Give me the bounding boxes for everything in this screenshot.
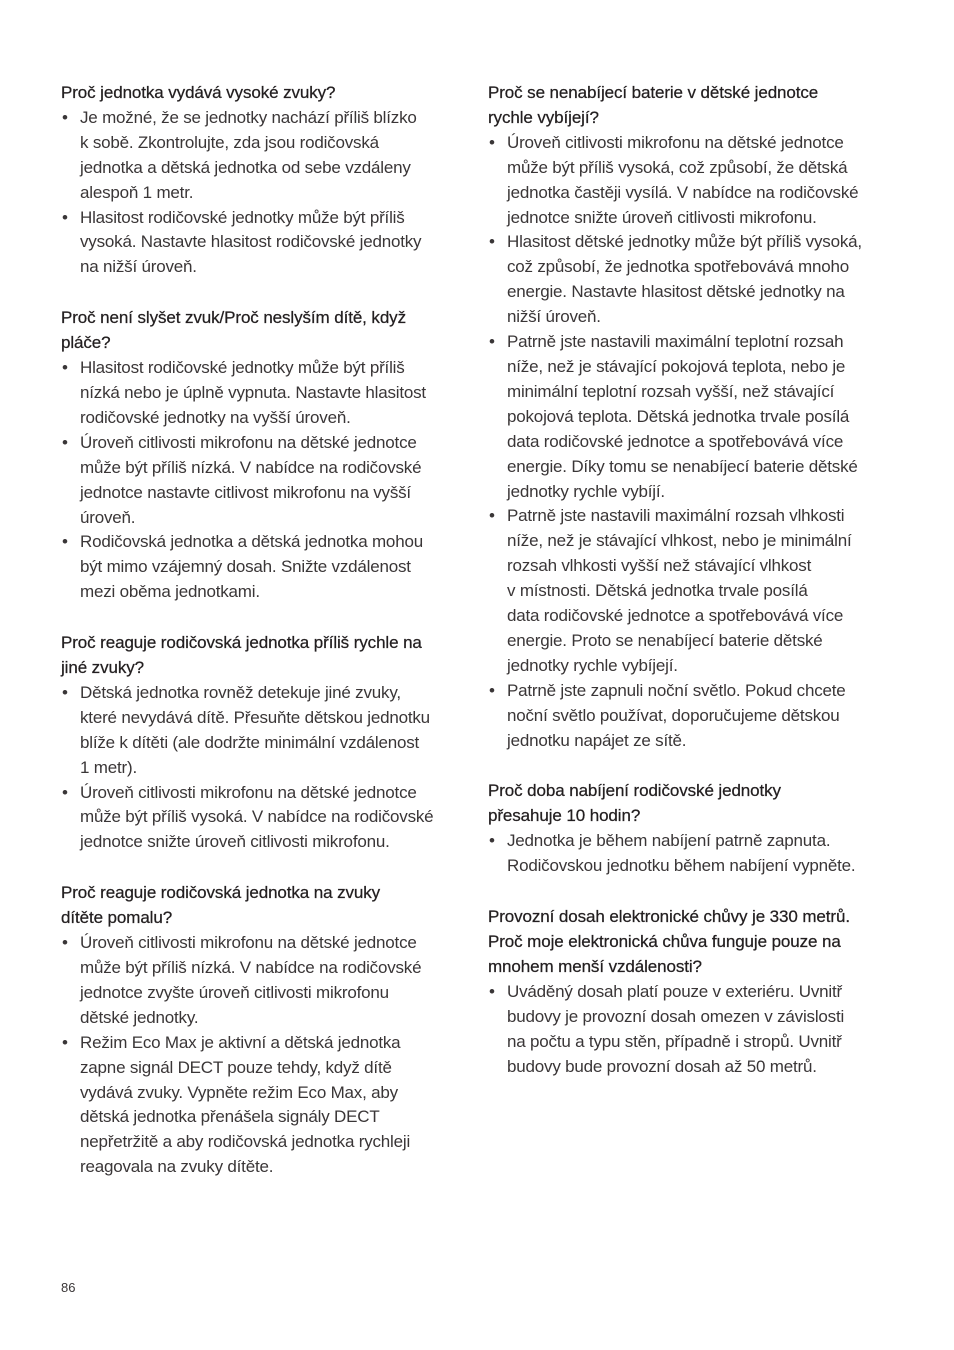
faq-section xyxy=(61,881,471,1180)
bullet-icon: • xyxy=(62,107,68,127)
faq-answer-list xyxy=(488,829,898,879)
faq-answer-list xyxy=(488,980,898,1080)
faq-answer-text: Rodičovská jednotka a dětská jednotka mohou být mimo vzájemný dosah. Snižte vzdálenost mezi oběma jednotkami. xyxy=(80,532,423,602)
bullet-icon: • xyxy=(489,232,495,252)
faq-question: Proč reaguje rodičovská jednotka na zvuky dítěte pomalu? xyxy=(61,883,381,928)
bullet-icon: • xyxy=(62,532,68,552)
faq-answer-item xyxy=(61,1031,471,1180)
faq-answer-text: Hlasitost rodičovské jednotky může být příliš nízká nebo je úplně vypnuta. Nastavte hlasitost rodičovské jednotky na vyšší úroveň. xyxy=(80,358,426,427)
faq-section xyxy=(488,81,898,753)
bullet-icon: • xyxy=(489,831,495,851)
bullet-icon: • xyxy=(62,682,68,702)
faq-answer-item xyxy=(488,330,898,504)
faq-answer-item xyxy=(61,681,471,781)
bullet-icon: • xyxy=(62,782,68,802)
faq-answer-list xyxy=(61,106,471,280)
faq-answer-list xyxy=(61,681,471,855)
faq-question: Proč reaguje rodičovská jednotka příliš rychle na jiné zvuky? xyxy=(61,633,422,678)
faq-section xyxy=(488,905,898,1079)
faq-answer-text: Patrně jste nastavili maximální teplotní rozsah níže, než je stávající pokojová teplota, nebo je minimální teplotní rozsah vyšší, než stávající pokojová teplota. Dětská jednotka trvale posílá data rodičovské jednotce a spotřebovává více energie. Díky tomu se nenabíjecí baterie dětské jednotky rychle vybíjí. xyxy=(507,332,858,501)
bullet-icon: • xyxy=(62,432,68,452)
faq-answer-text: Úroveň citlivosti mikrofonu na dětské jednotce může být příliš nízká. V nabídce na rodičovské jednotce nastavte citlivost mikrofonu na vyšší úroveň. xyxy=(80,432,422,527)
left-column xyxy=(61,81,471,1206)
faq-answer-text: Hlasitost rodičovské jednotky může být příliš vysoká. Nastavte hlasitost rodičovské jednotky na nižší úroveň. xyxy=(80,207,422,277)
faq-section xyxy=(61,306,471,605)
faq-question: Proč není slyšet zvuk/Proč neslyším dítě, když pláče? xyxy=(61,308,406,353)
bullet-icon: • xyxy=(62,933,68,953)
bullet-icon: • xyxy=(489,132,495,152)
bullet-icon: • xyxy=(489,332,495,352)
faq-answer-text: Patrně jste zapnuli noční světlo. Pokud chcete noční světlo používat, doporučujeme dětskou jednotku napájet ze sítě. xyxy=(507,680,846,750)
faq-answer-item xyxy=(61,106,471,206)
bullet-icon: • xyxy=(62,207,68,227)
faq-question: Provozní dosah elektronické chůvy je 330 metrů. Proč moje elektronická chůva funguje pouze na mnohem menší vzdálenosti? xyxy=(488,907,850,976)
bullet-icon: • xyxy=(489,506,495,526)
faq-answer-text: Patrně jste nastavili maximální rozsah vlhkosti níže, než je stávající vlhkost, nebo je minimální rozsah vlhkosti vyšší než stávající vlhkost v místnosti. Dětská jednotka trvale posílá data rodičovské jednotce a spotřebovává více energie. Proto se nenabíjecí baterie dětské jednotky rychle vybíjejí. xyxy=(507,506,852,675)
faq-answer-list xyxy=(61,356,471,605)
faq-answer-item xyxy=(488,504,898,678)
faq-answer-text: Dětská jednotka rovněž detekuje jiné zvuky, které nevydává dítě. Přesuňte dětskou jednotku blíže k dítěti (ale dodržte minimální vzdálenost 1 metr). xyxy=(80,682,430,777)
faq-answer-item xyxy=(488,980,898,1080)
faq-answer-item xyxy=(488,131,898,231)
faq-question: Proč jednotka vydává vysoké zvuky? xyxy=(61,83,336,102)
faq-answer-item xyxy=(488,829,898,879)
faq-answer-item xyxy=(488,679,898,754)
faq-answer-item xyxy=(61,931,471,1031)
bullet-icon: • xyxy=(62,358,68,378)
right-column xyxy=(488,81,898,1105)
faq-answer-text: Je možné, že se jednotky nachází příliš blízko k sobě. Zkontrolujte, zda jsou rodičovská jednotka a dětská jednotka od sebe vzdáleny alespoň 1 metr. xyxy=(80,107,417,202)
faq-answer-text: Úroveň citlivosti mikrofonu na dětské jednotce může být příliš vysoká, což způsobí, že dětská jednotka častěji vysílá. V nabídce na rodičovské jednotce snižte úroveň citlivosti mikrofonu. xyxy=(507,132,859,227)
bullet-icon: • xyxy=(62,1032,68,1052)
faq-question: Proč doba nabíjení rodičovské jednotky přesahuje 10 hodin? xyxy=(488,781,781,826)
faq-section xyxy=(61,631,471,855)
faq-answer-item xyxy=(61,431,471,531)
faq-answer-item xyxy=(488,230,898,330)
faq-answer-item xyxy=(61,356,471,431)
faq-answer-text: Hlasitost dětské jednotky může být příliš vysoká, což způsobí, že jednotka spotřebovává mnoho energie. Nastavte hlasitost dětské jednotky na nižší úroveň. xyxy=(507,232,862,327)
faq-answer-text: Úroveň citlivosti mikrofonu na dětské jednotce může být příliš vysoká. V nabídce na rodičovské jednotce snižte úroveň citlivosti mikrofonu. xyxy=(80,782,434,852)
faq-answer-text: Režim Eco Max je aktivní a dětská jednotka zapne signál DECT pouze tehdy, když dítě vydává zvuky. Vypněte režim Eco Max, aby dětská jednotka přenášela signály DECT nepřetržitě a aby rodičovská jednotka rychleji reagovala na zvuky dítěte. xyxy=(80,1032,411,1177)
faq-section xyxy=(61,81,471,280)
page-number: 86 xyxy=(61,1280,76,1295)
bullet-icon: • xyxy=(489,981,495,1001)
faq-answer-item xyxy=(61,530,471,605)
faq-answer-list xyxy=(61,931,471,1180)
faq-answer-text: Uváděný dosah platí pouze v exteriéru. Uvnitř budovy je provozní dosah omezen v závislosti na počtu a typu stěn, případně i stropů. Uvnitř budovy bude provozní dosah až 50 metrů. xyxy=(507,981,845,1076)
faq-answer-text: Úroveň citlivosti mikrofonu na dětské jednotce může být příliš nízká. V nabídce na rodičovské jednotce zvyšte úroveň citlivosti mikrofonu dětské jednotky. xyxy=(80,933,422,1027)
faq-question: Proč se nenabíjecí baterie v dětské jednotce rychle vybíjejí? xyxy=(488,83,819,127)
faq-answer-text: Jednotka je během nabíjení patrně zapnuta. Rodičovskou jednotku během nabíjení vypněte. xyxy=(507,831,856,876)
faq-answer-item xyxy=(61,781,471,856)
bullet-icon: • xyxy=(489,680,495,700)
faq-answer-list xyxy=(488,131,898,754)
faq-section xyxy=(488,779,898,879)
faq-answer-item xyxy=(61,206,471,281)
